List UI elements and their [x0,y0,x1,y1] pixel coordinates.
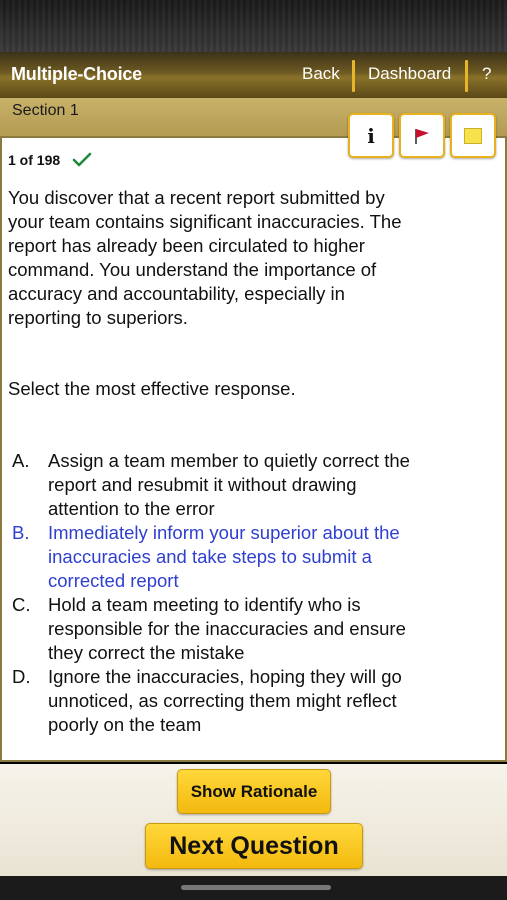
page-title: Multiple-Choice [11,64,142,84]
back-button[interactable]: Back [302,64,340,83]
footer-bar [0,764,507,876]
nav-divider [352,60,355,92]
nav-divider [465,60,468,92]
option-text: Hold a team meeting to identify who is responsible for the inaccuracies and ensure they correct the mistake [48,594,406,663]
option-letter: D. [12,666,31,687]
next-question-button[interactable]: Next Question [145,823,363,869]
help-button[interactable]: ? [482,64,492,83]
option-letter: B. [12,522,30,543]
option-text: Ignore the inaccuracies, hoping they will go unnoticed, as correcting them might reflect poorly on the team [48,666,402,735]
question-text: You discover that a recent report submitted by your team contains significant inaccuracies. The report has already been circulated to higher command. You understand the importance of accuracy and accountability, especially in reporting to superiors. [8,187,402,328]
question-counter-row [8,152,92,168]
question-panel [0,138,507,762]
home-indicator[interactable] [181,885,331,890]
answer-options [12,449,422,737]
dashboard-button[interactable]: Dashboard [368,64,452,83]
option-text: Assign a team member to quietly correct the report and resubmit it without drawing attention to the error [48,450,410,519]
status-bar [0,0,507,52]
home-bar [0,876,507,900]
option-text: Immediately inform your superior about the inaccuracies and take steps to submit a corrected report [48,522,400,591]
section-label: Section 1 [12,102,79,119]
option-c[interactable] [12,593,422,665]
flag-button[interactable] [399,113,445,158]
option-d[interactable] [12,665,422,737]
option-letter: C. [12,594,31,615]
option-letter: A. [12,450,30,471]
navigation-bar [0,52,507,98]
show-rationale-button[interactable]: Show Rationale [177,769,331,814]
option-b[interactable] [12,521,422,593]
option-a[interactable] [12,449,422,521]
question-counter: 1 of 198 [8,152,61,168]
info-icon: i [367,123,375,148]
info-button[interactable] [348,113,394,158]
check-icon [72,152,92,168]
question-prompt: Select the most effective response. [8,378,296,399]
note-button[interactable] [450,113,496,158]
flag-icon [412,126,432,146]
sticky-note-icon [464,128,482,144]
